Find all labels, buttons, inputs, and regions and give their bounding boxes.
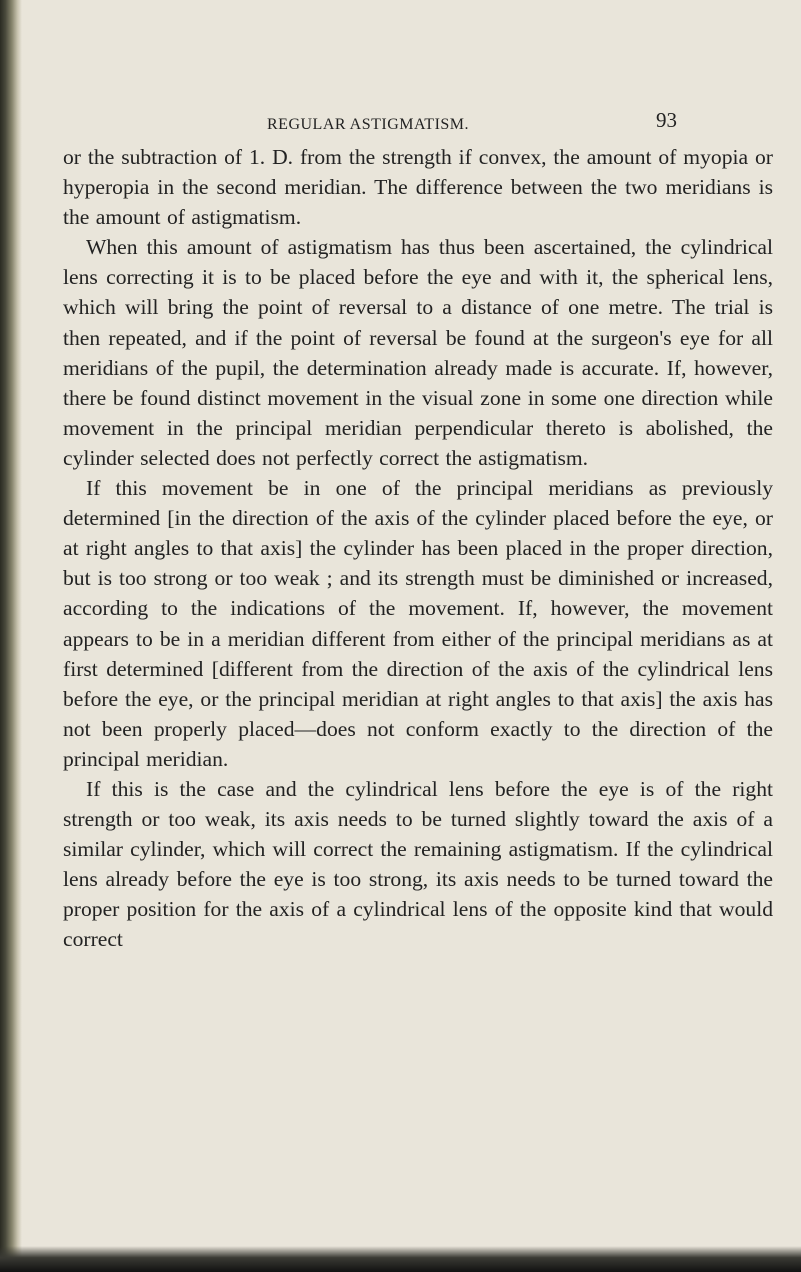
paragraph: or the subtraction of 1. D. from the strength if convex, the amount of myopia or hyperopia in the second meridian. The difference between the two meridians is the amount of astigmatism. bbox=[63, 145, 773, 230]
page-number: 93 bbox=[656, 108, 677, 132]
page-header bbox=[63, 108, 773, 142]
paragraph: If this is the case and the cylindrical lens before the eye is of the right strength or too weak, its axis needs to be turned slightly toward the axis of a similar cylinder, which will correct the remaining astigmatism. If the cylindrical lens already before the eye is too strong, its axis needs to be turned toward the proper position for the axis of a cylindrical lens of the opposite kind that would correct bbox=[63, 776, 773, 952]
paragraph: If this movement be in one of the principal meridians as previously determined [in the direction of the axis of the cylinder placed before the eye, or at right angles to that axis] the cylinder has been placed in the proper direction, but is too strong or too weak ; and its strength must be diminished or increased, according to the indications of the movement. If, however, the movement appears to be in a meridian different from either of the principal meridians as at first determined [different from the direction of the axis of the cylindrical lens before the eye, or the principal meridian at right angles to that axis] the axis has not been properly placed—does not conform exactly to the direction of the principal meridian. bbox=[63, 476, 773, 771]
paragraph: When this amount of astigmatism has thus been ascertained, the cylindrical lens correcting it is to be placed before the eye and with it, the spherical lens, which will bring the point of reversal to a distance of one metre. The trial is then repeated, and if the point of reversal be found at the surgeon's eye for all meridians of the pupil, the determination already made is accurate. If, however, there be found distinct movement in the visual zone in some one direction while movement in the principal meridian perpendicular thereto is abolished, the cylinder selected does not perfectly correct the astigmatism. bbox=[63, 235, 773, 470]
book-binding-shadow bbox=[0, 0, 22, 1272]
page-bottom-edge bbox=[0, 1246, 801, 1272]
book-page bbox=[63, 108, 773, 955]
body-text bbox=[63, 142, 773, 955]
running-head: REGULAR ASTIGMATISM. bbox=[267, 116, 470, 133]
